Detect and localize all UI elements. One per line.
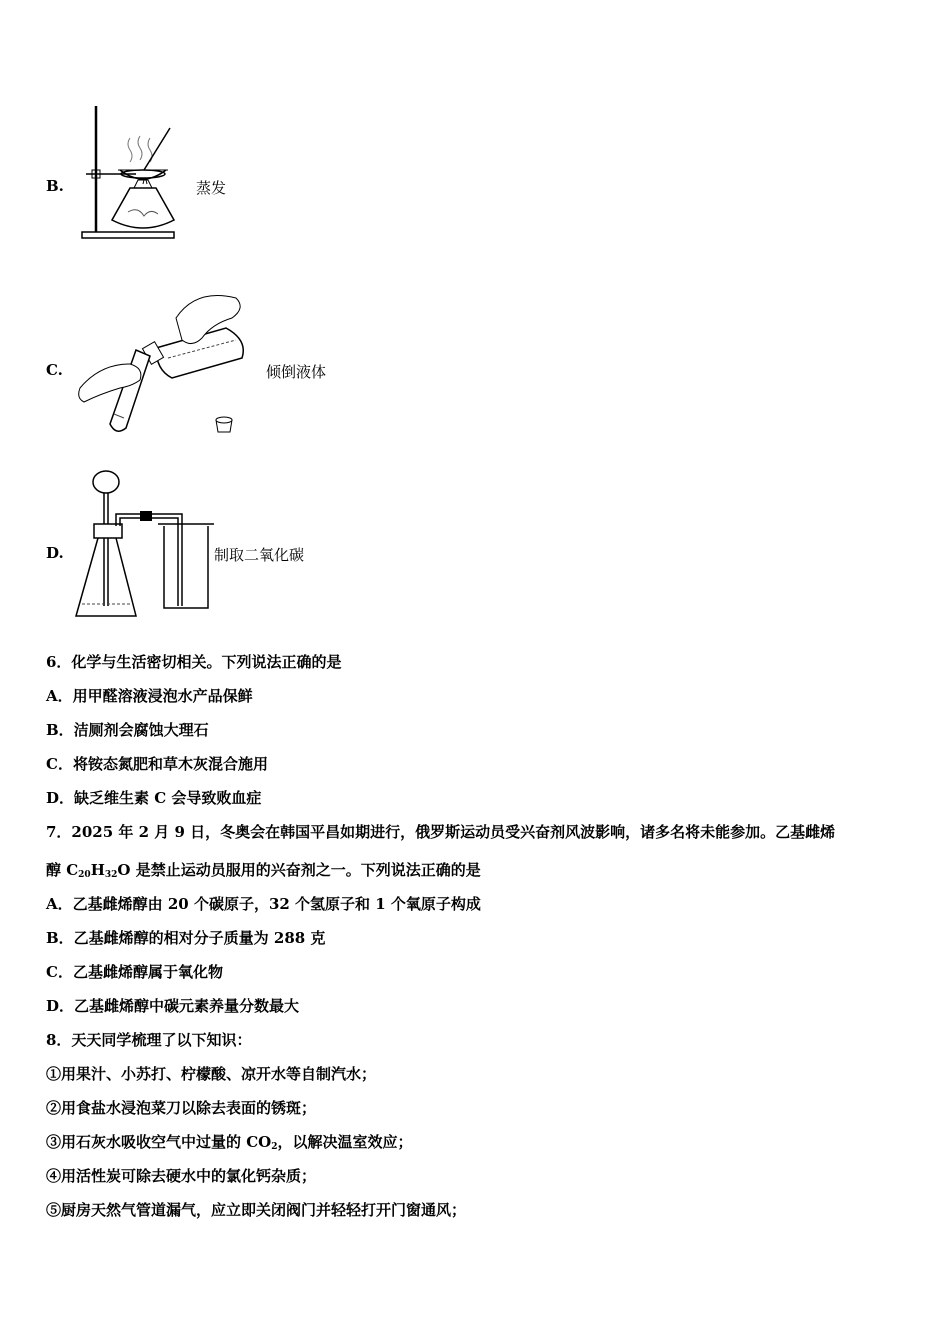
option-caption-b: 蒸发 [196,179,227,197]
option-letter-c: C. [46,361,63,379]
q7-option-b: B．乙基雌烯醇的相对分子质量为 288 克 [46,929,326,947]
evaporation-apparatus-figure [78,104,178,242]
q8-item-1: ①用果汁、小苏打、柠檬酸、凉开水等自制汽水； [46,1065,377,1083]
co2-generation-apparatus-figure [72,466,218,622]
pouring-liquid-figure [76,288,246,438]
q7-option-c: C．乙基雌烯醇属于氧化物 [46,963,223,981]
q8-item-3: ③用石灰水吸收空气中过量的 $CO_2$，以解决温室效应； [46,1133,413,1152]
option-caption-d: 制取二氧化碳 [214,546,305,564]
q7-option-a: A．乙基雌烯醇由 20 个碳原子，32 个氢原子和 1 个氧原子构成 [46,895,481,913]
q8-item-4: ④用活性炭可除去硬水中的氯化钙杂质； [46,1167,317,1185]
q8-stem: 8．天天同学梳理了以下知识： [46,1031,252,1049]
q7-option-d: D．乙基雌烯醇中碳元素养量分数最大 [46,997,300,1015]
q6-option-a: A．用甲醛溶液浸泡水产品保鲜 [46,687,253,705]
q8-item-5: ⑤厨房天然气管道漏气，应立即关闭阀门并轻轻打开门窗通风； [46,1201,467,1219]
option-letter-b: B. [46,177,64,195]
q6-option-d: D．缺乏维生素 C 会导致败血症 [46,789,262,807]
q6-option-c: C．将铵态氮肥和草木灰混合施用 [46,755,268,773]
option-caption-c: 倾倒液体 [266,363,327,381]
q6-option-b: B．洁厕剂会腐蚀大理石 [46,721,209,739]
option-letter-d: D. [46,544,64,562]
q7-stem-line2: 醇 $C_{20}H_{32}O$ 是禁止运动员服用的兴奋剂之一。下列说法正确的是 [46,861,481,880]
q6-stem: 6．化学与生活密切相关。下列说法正确的是 [46,653,342,671]
q8-item-2: ②用食盐水浸泡菜刀以除去表面的锈斑； [46,1099,317,1117]
q7-stem-line1: 7．2025 年 2 月 9 日，冬奥会在韩国平昌如期进行，俄罗斯运动员受兴奋剂风波影响，诸多名将未能参加。乙基雌烯 [46,823,836,841]
